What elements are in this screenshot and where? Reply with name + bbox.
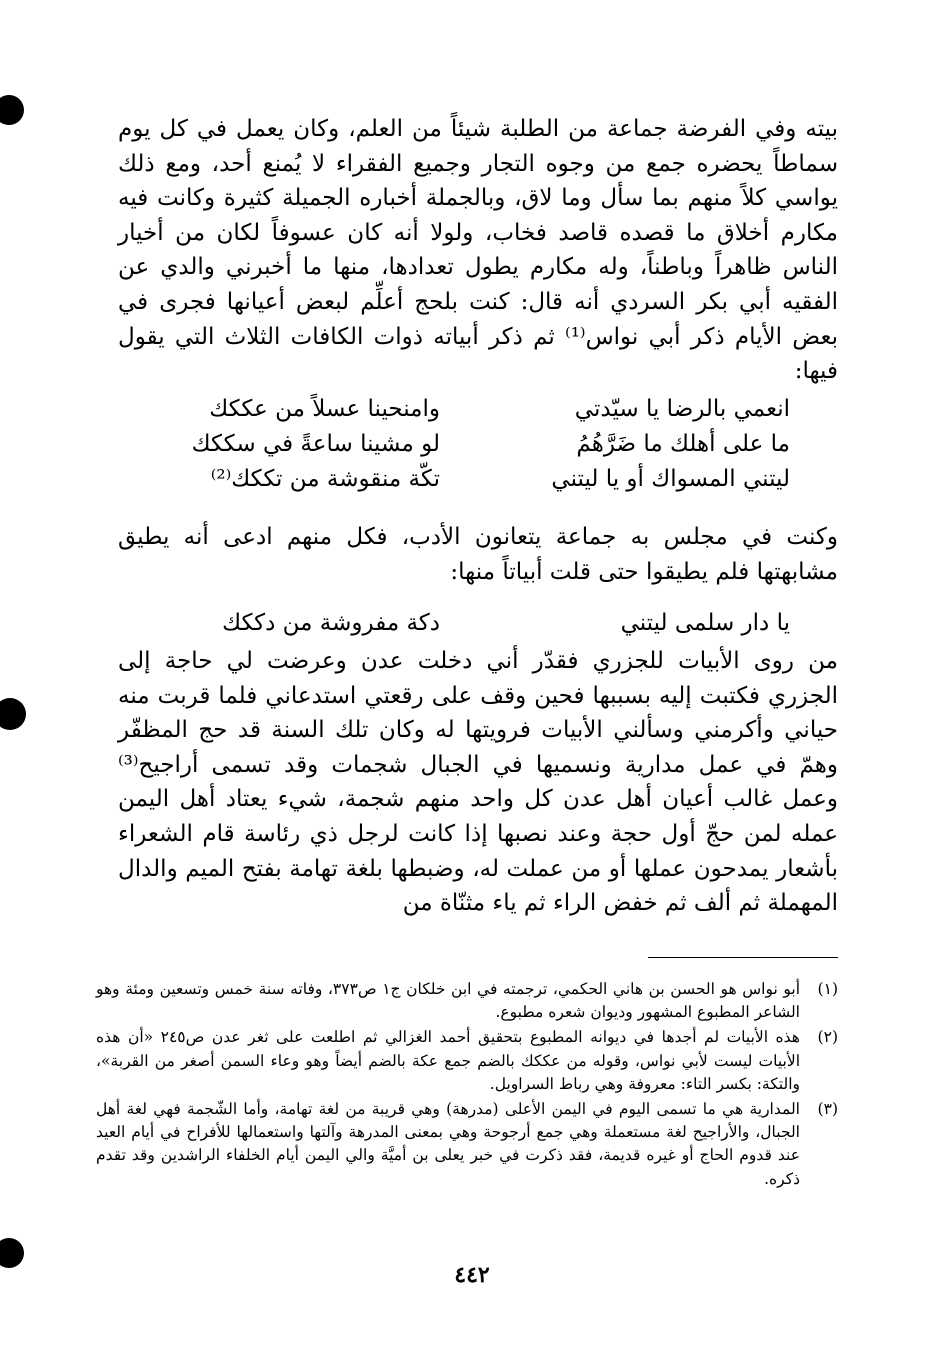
verse-second-hemistich: تكّة منقوشة من تككك⁽²⁾: [210, 466, 440, 492]
punch-hole-middle: [0, 698, 26, 730]
verse-row: [150, 427, 790, 462]
verse-row: [150, 392, 790, 427]
page-number: ٤٤٢: [454, 1262, 490, 1288]
footnote-text: هذه الأبيات لم أجدها في ديوانه المطبوع بتحقيق أحمد الغزالي ثم اطلعت على ثغر عدن ص٢٤٥ «أن هذه الأبيات ليست لأبي نواس، وقوله من عككك بالضم جمع عكة بالضم أيضاً وهو وعاء السمن أصغر من القربة»، والتكة: بكسر التاء: معروفة وهي رباط السراويل.: [96, 1028, 800, 1093]
verse-second-hemistich: وامنحينا عسلاً من عككك: [209, 396, 440, 422]
verse-second-hemistich: لو مشينا ساعةً في سككك: [191, 431, 440, 457]
verse-first-hemistich: يا دار سلمى ليتني: [620, 610, 790, 636]
verse-row: [150, 606, 790, 641]
footnote-separator: [648, 957, 838, 958]
verse-second-hemistich: دكة مفروشة من دككك: [222, 610, 440, 636]
verse-first-hemistich: ما على أهلك ما ضَرَّهُمُ: [576, 431, 790, 457]
footnote-number: (٣): [817, 1100, 838, 1119]
footnote-number: (١): [817, 980, 838, 998]
poem-verses-1: [150, 392, 790, 497]
footnote-text: المدارية هي ما تسمى اليوم في اليمن الأعلى (مدرهة) وهي قريبة من لغة تهامة، وأما الشّجمة فهي لغة أهل الجبال، والأراجيح لغة مستعملة وهي جمع أرجوحة وهي بمعنى المدرهة وآلتها واستعمالها للأفراح في أيام العيد عند قدوم الحاج أو غيره قديمة، فقد ذكرت في خبر يعلى بن أميَّة والي اليمن أيام الخلفاء الراشدين وقد تقدم ذكره.: [96, 1100, 800, 1188]
body-paragraph-1: بيته وفي الفرضة جماعة من الطلبة شيئاً من العلم، وكان يعمل في كل يوم سماطاً يحضره جمع من وجوه التجار وجميع الفقراء لا يُمنع أحد، ومع ذلك يواسي كلاً منهم بما سأل وما لاق، وبالجملة أخباره الجميلة كثيرة وكانت فيه مكارم أخلاق ما قصده قاصد فخاب، ولولا أنه كان عسوفاً لكان من أخيار الناس ظاهراً وباطناً، وله مكارم يطول تعدادها، منها ما أخبرني والدي عن الفقيه أبي بكر السردي أنه قال: كنت بلحج أعلِّم لبعض أعيانها فجرى في بعض الأيام ذكر أبي نواس⁽¹⁾ ثم ذكر أبياته ذوات الكافات الثلاث التي يقول فيها:: [118, 116, 838, 385]
footnote-number: (٢): [817, 1028, 838, 1047]
poem-verses-2: [150, 606, 790, 641]
punch-hole-top: [0, 95, 24, 125]
verse-row: [150, 462, 790, 497]
verse-first-hemistich: انعمي بالرضا يا سيّدتي: [574, 396, 790, 422]
footnote-1: [96, 978, 838, 1024]
footnote-3: [96, 1098, 838, 1191]
footnotes: [96, 978, 838, 1193]
footnote-2: [96, 1026, 838, 1096]
footnote-text: أبو نواس هو الحسن بن هاني الحكمي، ترجمته في ابن خلكان ج١ ص٣٧٣، وفاته سنة خمس وتسعين ومئة وهو الشاعر المطبوع المشهور وديوان شعره مطبوع.: [96, 980, 800, 1022]
verse-first-hemistich: ليتني المسواك أو يا ليتني: [551, 466, 790, 492]
body-paragraph-3: من روى الأبيات للجزري فقدّر أني دخلت عدن وعرضت لي حاجة إلى الجزري فكتبت إليه بسببها فحين وقف على رقعتي استدعاني فلما قربت منه حياني وأكرمني وسألني الأبيات فرويتها له وكان تلك السنة قد حج المظفّر وهمّ في عمل مدارية ونسميها في الجبال شجمات وقد تسمى أراجيح⁽³⁾ وعمل غالب أعيان أهل عدن كل واحد منهم شجمة، شيء يعتاد أهل اليمن عمله لمن حجّ أول حجة وعند نصبها إذا كانت لرجل ذي رئاسة قام الشعراء بأشعار يمدحون عملها أو من عملت له، وضبطها بلغة تهامة بفتح الميم والدال المهملة ثم ألف ثم خفض الراء ثم ياء مثنّاة من: [118, 648, 838, 917]
body-paragraph-2: وكنت في مجلس به جماعة يتعانون الأدب، فكل منهم ادعى أنه يطيق مشابهتها فلم يطيقوا حتى قلت أبياتاً منها:: [118, 524, 838, 585]
